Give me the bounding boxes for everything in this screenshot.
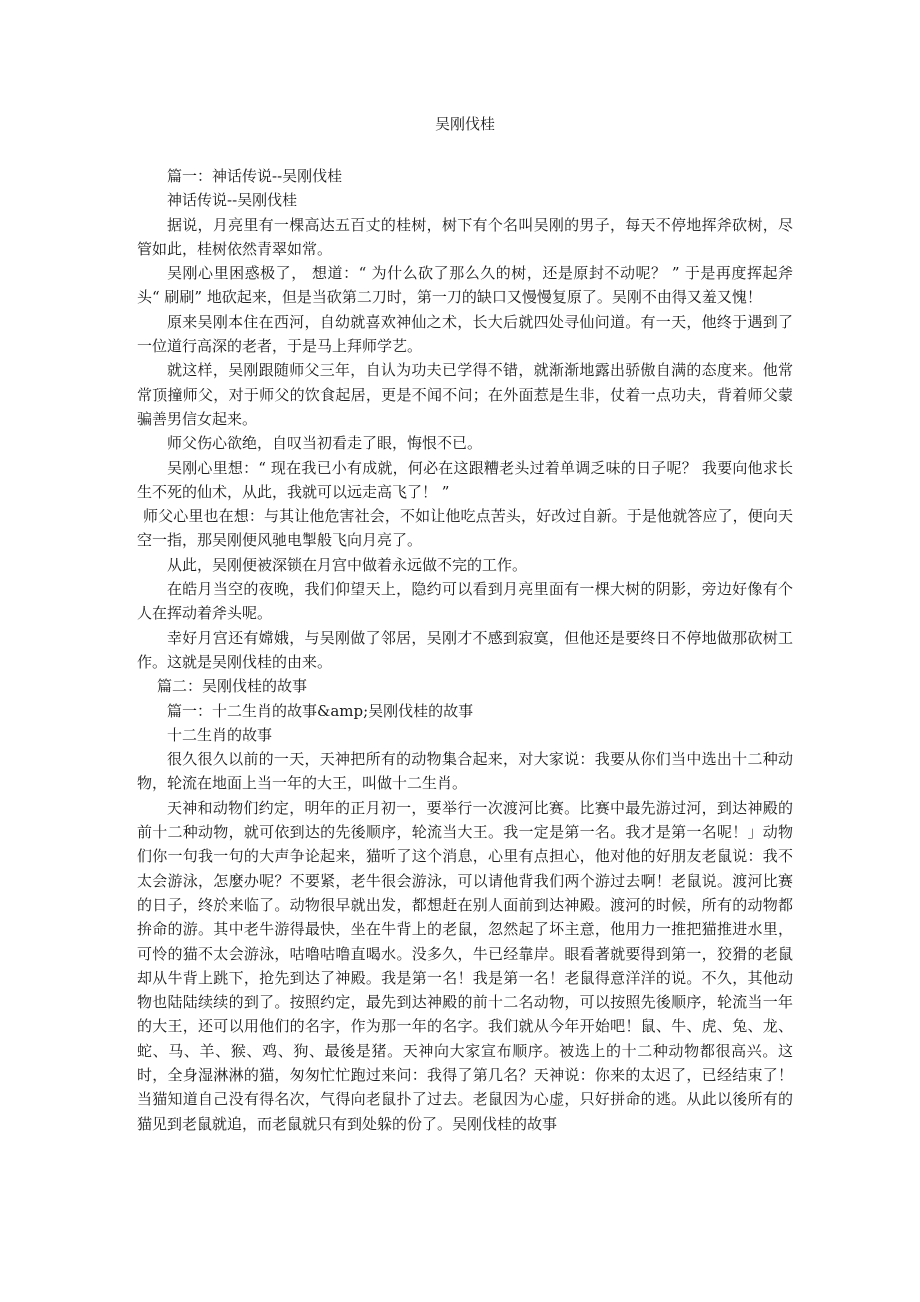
paragraph: 吴刚心里困惑极了， 想道：“ 为什么砍了那么久的树，还是原封不动呢？ ” 于是再度挥起斧头“ 刷刷” 地砍起来，但是当砍第二刀时，第一刀的缺口又慢慢复原了。吴刚不由得又羞又愧！ [137, 264, 793, 307]
paragraph: 师父伤心欲绝，自叹当初看走了眼，悔恨不已。 [167, 434, 483, 453]
paragraph: 天神和动物们约定，明年的正月初一，要举行一次渡河比赛。比赛中最先游过河，到达神殿的前十二种动物，就可依到达的先後顺序，轮流当大王。我一定是第一名。我才是第一名呢！」动物们你一句我一句的大声争论起来，猫听了这个消息，心里有点担心，他对他的好朋友老鼠说：我不太会游泳，怎麼办呢？不要紧，老牛很会游泳，可以请他背我们两个游过去啊！老鼠说。渡河比赛的日子，终於来临了。动物很早就出发，都想赶在别人面前到达神殿。渡河的时候，所有的动物都拚命的游。其中老牛游得最快，坐在牛背上的老鼠，忽然起了坏主意，他用力一推把猫推进水里，可怜的猫不太会游泳，咕噜咕噜直喝水。没多久，牛已经靠岸。眼看著就要得到第一，狡猾的老鼠却从牛背上跳下，抢先到达了神殿。我是第一名！我是第一名！老鼠得意洋洋的说。不久，其他动物也陆陆续续的到了。按照约定，最先到达神殿的前十二名动物，可以按照先後顺序，轮流当一年的大王，还可以用他们的名字，作为那一年的名字。我们就从今年开始吧！鼠、牛、虎、兔、龙、蛇、马、羊、猴、鸡、狗、最後是猪。天神向大家宣布顺序。被选上的十二种动物都很高兴。这时，全身湿淋淋的猫，匆匆忙忙跑过来问：我得了第几名？天神说：你来的太迟了，已经结束了！当猫知道自己没有得名次，气得向老鼠扑了过去。老鼠因为心虚，只好拼命的逃。从此以後所有的猫见到老鼠就追，而老鼠就只有到处躲的份了。吴刚伐桂的故事 [137, 798, 793, 1133]
paragraph: 篇一：十二生肖的故事&amp;吴刚伐桂的故事 [167, 701, 474, 720]
paragraph: 从此，吴刚便被深锁在月宫中做着永远做不完的工作。 [167, 555, 528, 574]
document-body [137, 164, 793, 1136]
paragraph: 据说，月亮里有一棵高达五百丈的桂树，树下有个名叫吴刚的男子，每天不停地挥斧砍树，尽管如此，桂树依然青翠如常。 [137, 215, 793, 258]
paragraph: 篇一：神话传说--吴刚伐桂 [167, 167, 343, 185]
paragraph: 很久很久以前的一天，天神把所有的动物集合起来，对大家说：我要从你们当中选出十二种动物，轮流在地面上当一年的大王，叫做十二生肖。 [137, 750, 793, 793]
paragraph: 篇二：吴刚伐桂的故事 [157, 677, 308, 696]
paragraph: 原来吴刚本住在西河，自幼就喜欢神仙之术，长大后就四处寻仙问道。有一天，他终于遇到了一位道行高深的老者，于是马上拜师学艺。 [137, 312, 793, 356]
paragraph: 吴刚心里想：“ 现在我已小有成就，何必在这跟糟老头过着单调乏味的日子呢？ 我要向他求长生不死的仙术，从此，我就可以远走高飞了！ ” [137, 458, 793, 501]
document-page [137, 112, 793, 1136]
paragraph: 师父心里也在想：与其让他危害社会，不如让他吃点苦头，好改过自新。于是他就答应了，便向天空一指，那吴刚便风驰电掣般飞向月亮了。 [137, 507, 793, 550]
paragraph: 十二生肖的故事 [167, 725, 273, 744]
document-title: 吴刚伐桂 [434, 115, 495, 133]
paragraph: 就这样，吴刚跟随师父三年，自认为功夫已学得不错，就渐渐地露出骄傲自满的态度来。他常常顶撞师父，对于师父的饮食起居，更是不闻不问；在外面惹是生非，仗着一点功夫，背着师父蒙骗善男信女起来。 [137, 361, 793, 428]
paragraph: 在皓月当空的夜晚，我们仰望天上，隐约可以看到月亮里面有一棵大树的阴影，旁边好像有个人在挥动着斧头呢。 [137, 580, 793, 623]
paragraph: 神话传说--吴刚伐桂 [167, 191, 298, 210]
paragraph: 幸好月宫还有嫦娥，与吴刚做了邻居，吴刚才不感到寂寞，但他还是要终日不停地做那砍树工作。这就是吴刚伐桂的由来。 [137, 628, 793, 671]
